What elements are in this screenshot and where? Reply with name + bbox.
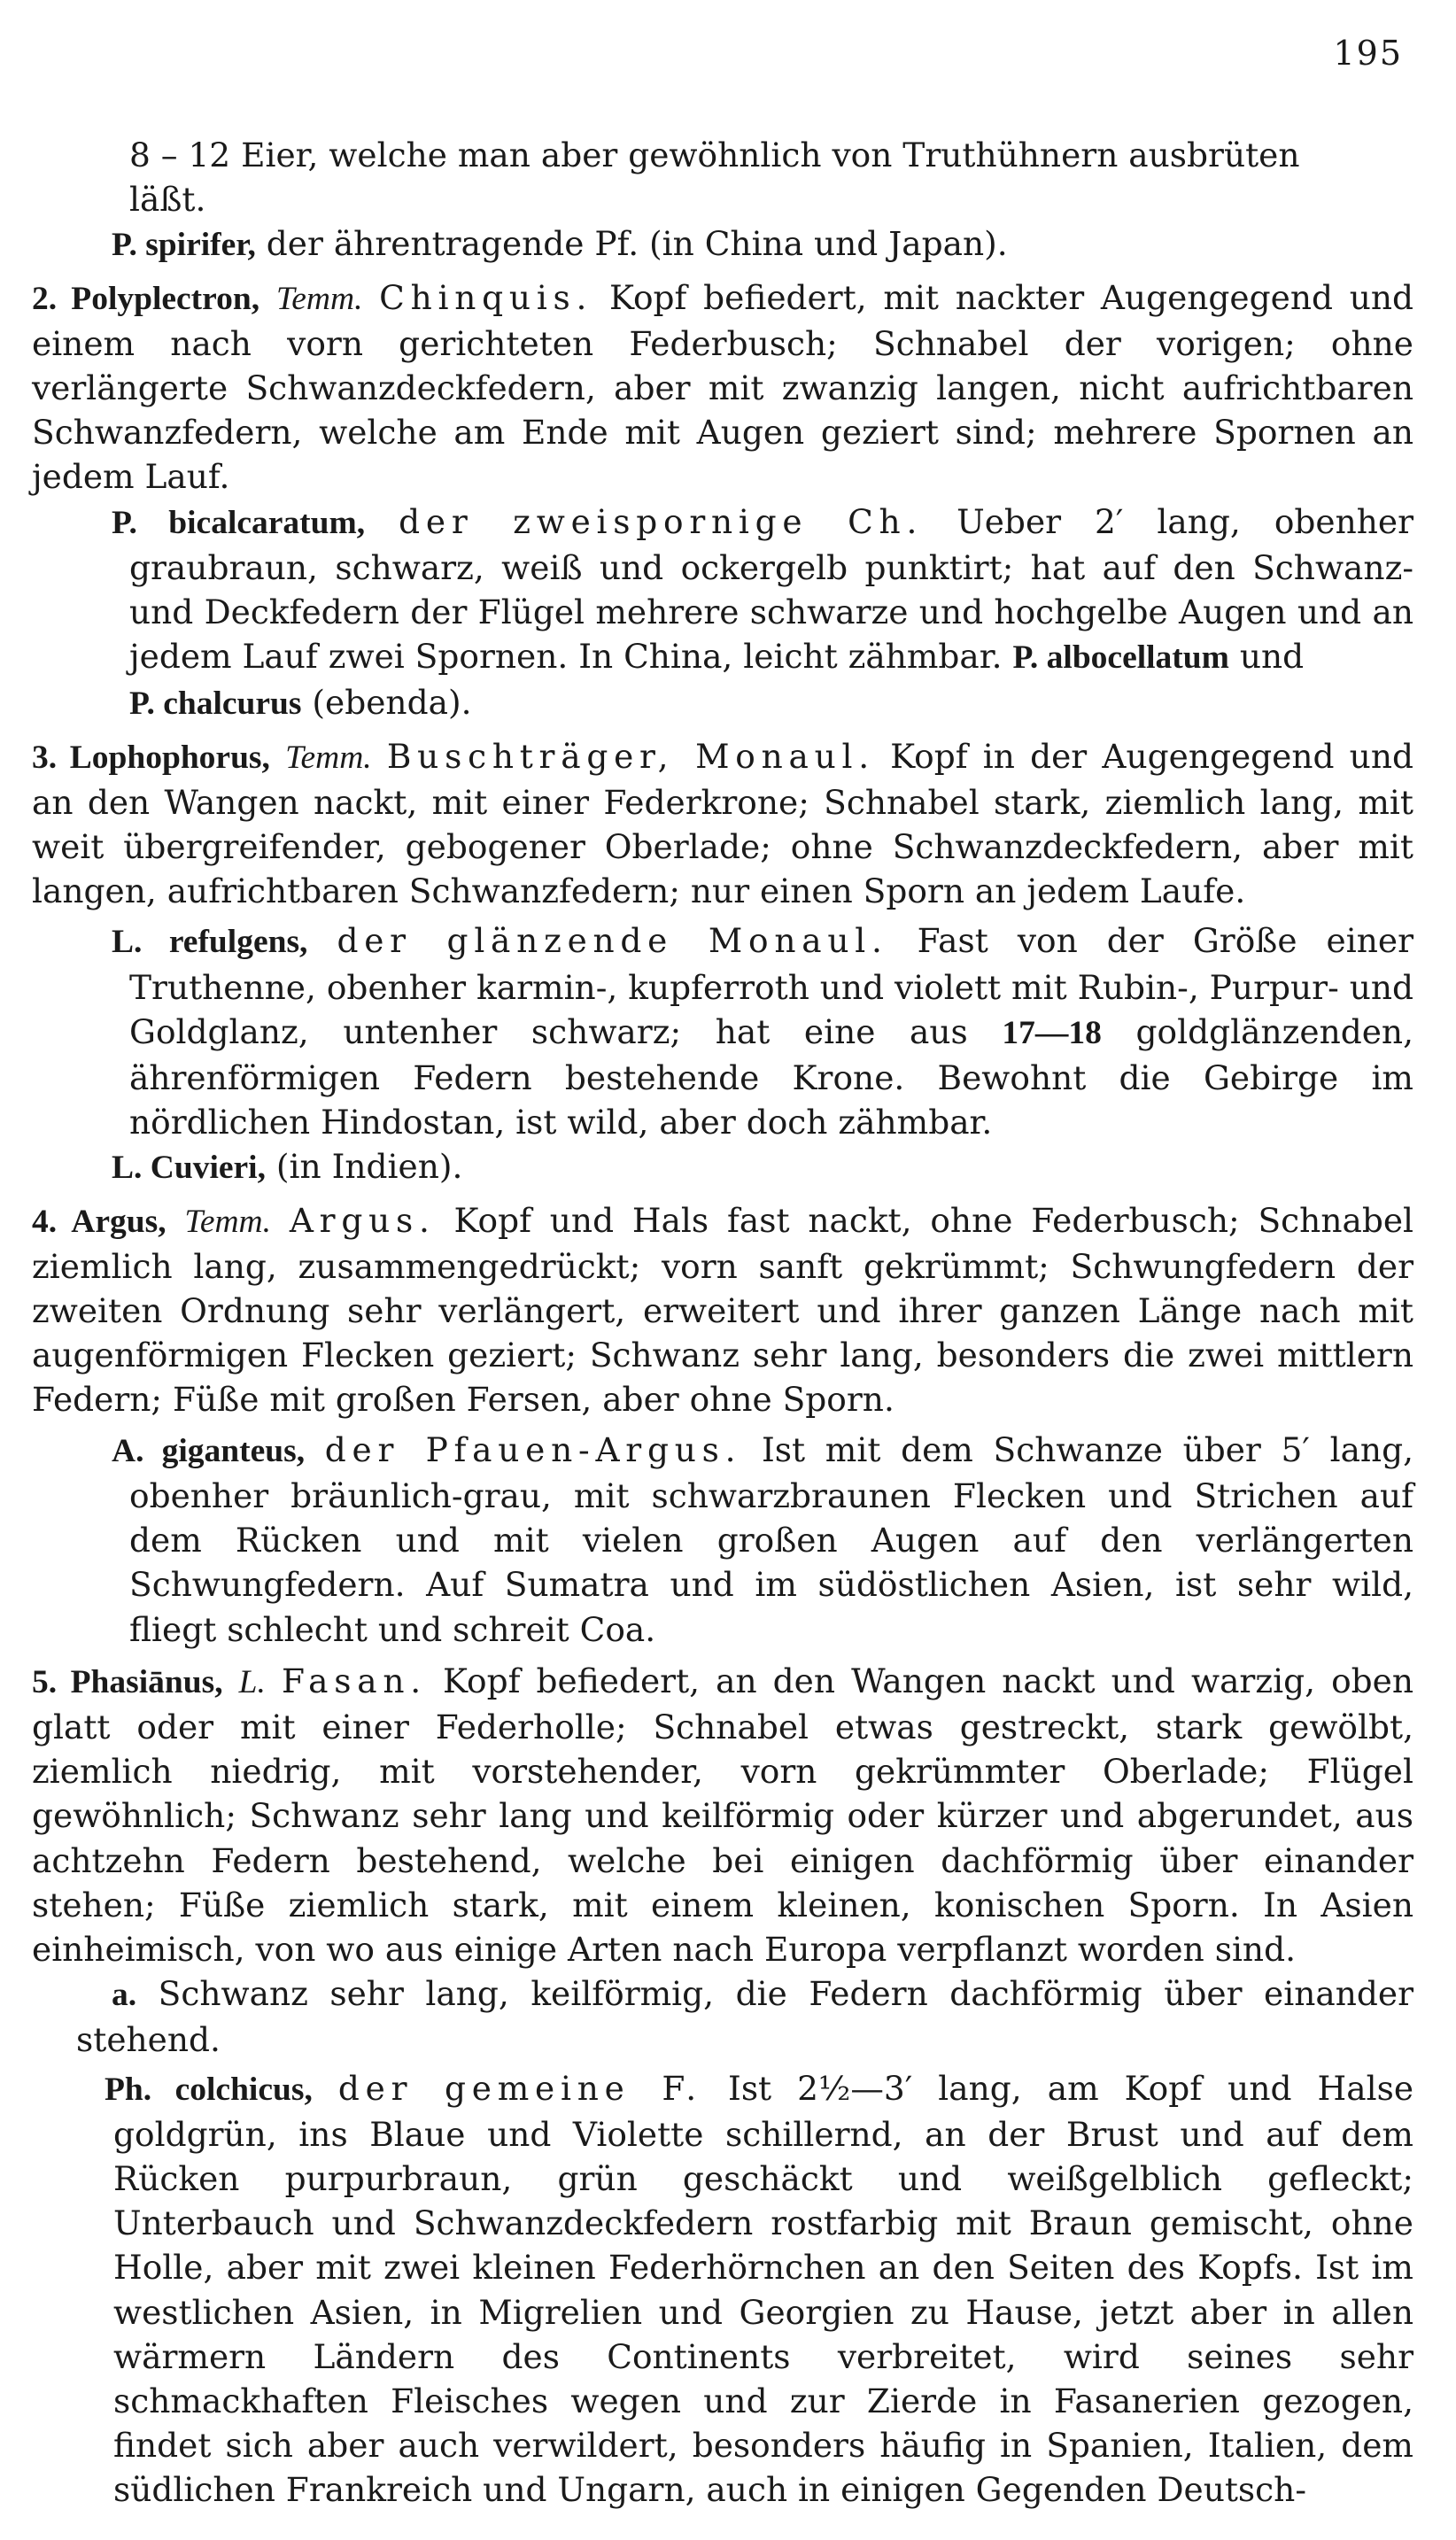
genus-common-name: Buschträger, Monaul. bbox=[386, 736, 875, 776]
species-name: A. giganteus, bbox=[112, 1432, 306, 1469]
conjunction: und bbox=[1239, 637, 1305, 677]
species-name: P. spirifer, bbox=[112, 227, 256, 264]
species-description: Fast von der Größe einer Truthenne, obenher karmin-, kupferroth und violett mit Rubin-, Purpur- und Goldglanz, untenher schwarz; hat eine aus bbox=[129, 921, 1413, 1051]
species-name: P. bicalcaratum, bbox=[112, 504, 366, 541]
genus-phasianus bbox=[32, 1659, 1413, 1971]
feather-count: 17—18 bbox=[1002, 1014, 1102, 1051]
species-colchicus bbox=[32, 2066, 1413, 2513]
species-name: L. refulgens, bbox=[112, 924, 308, 961]
page-body bbox=[32, 133, 1413, 2513]
species-refulgens bbox=[32, 918, 1413, 1144]
eggs-line-2: läßt. bbox=[129, 180, 206, 220]
genus-polyplectron bbox=[32, 275, 1413, 499]
genus-name: 5. Phasiānus, bbox=[32, 1663, 223, 1700]
species-common-name: der glänzende Monaul. bbox=[337, 921, 888, 961]
species-cuvieri bbox=[32, 1144, 1413, 1190]
genus-author: Temm. bbox=[285, 739, 372, 776]
species-description: Ist mit dem Schwanze über 5′ lang, obenher bräunlich-grau, mit schwarzbraunen Flecken und Strichen auf dem Rücken und mit vielen großen Augen auf den verlängerten Schwungfedern. Auf Sumatra und im südöstlichen Asien, ist sehr wild, fliegt schlecht und schreit Coa. bbox=[129, 1429, 1414, 1649]
subgroup-description: Schwanz sehr lang, keilförmig, die Federn dachförmig über einander stehend. bbox=[76, 1974, 1413, 2060]
genus-description: Kopf und Hals fast nackt, ohne Federbusch; Schnabel ziemlich lang, zusammengedrückt; vorn sanft gekrümmt; Schwungfedern der zweiten Ordnung sehr verlängert, erweitert und ihrer ganzen Länge nach mit augenförmigen Flecken geziert; Schwanz sehr lang, besonders die zwei mittlern Federn; Füße mit großen Fersen, aber ohne Sporn. bbox=[32, 1200, 1414, 1420]
page-number: 195 bbox=[1333, 34, 1403, 73]
genus-name: 2. Polyplectron, bbox=[32, 280, 260, 317]
genus-description: Kopf befiedert, an den Wangen nackt und warzig, oben glatt oder mit einer Federholle; Schnabel etwas gestreckt, stark gewölbt, ziemlich niedrig, mit vorstehender, vorn gekrümmter Oberlade; Flügel gewöhnlich; Schwanz sehr lang und keilförmig oder kürzer und abgerundet, aus achtzehn Federn bestehend, welche bei einigen dachförmig über einander stehen; Füße ziemlich stark, mit einem kleinen, konischen Sporn. In Asien einheimisch, von wo aus einige Arten nach Europa verpflanzt worden sind. bbox=[32, 1661, 1414, 1969]
species-description-2: goldglänzenden, ährenförmigen Federn bestehende Krone. Bewohnt die Gebirge im nördlichen Hindostan, ist wild, aber doch zähmbar. bbox=[129, 1011, 1414, 1142]
genus-description: Kopf befiedert, mit nackter Augengegend und einem nach vorn gerichteten Federbusch; Schnabel der vorigen; ohne verlängerte Schwanzdeckfedern, aber mit zwanzig langen, nicht aufrichtbaren Schwanzfedern, welche am Ende mit Augen geziert sind; mehrere Spornen an jedem Lauf. bbox=[32, 277, 1414, 497]
species-name-2: P. albocellatum bbox=[1012, 639, 1229, 677]
genus-author: Temm. bbox=[275, 280, 363, 317]
species-spirifer bbox=[32, 221, 1413, 267]
species-bicalcaratum bbox=[32, 499, 1413, 727]
paragraph-eggs bbox=[32, 133, 1413, 221]
species-name: Ph. colchicus, bbox=[105, 2071, 313, 2108]
genus-name: 4. Argus, bbox=[32, 1203, 167, 1240]
species-text: der ährentragende Pf. (in China und Japan). bbox=[255, 224, 1008, 264]
genus-name: 3. Lophophorus, bbox=[32, 739, 270, 776]
genus-description: Kopf in der Augengegend und an den Wangen nackt, mit einer Federkrone; Schnabel stark, ziemlich lang, mit weit übergreifender, gebogener Oberlade; ohne Schwanzdeckfedern, aber mit langen, aufrichtbaren Schwanzfedern; nur einen Sporn an jedem Laufe. bbox=[32, 736, 1413, 911]
genus-author: Temm. bbox=[184, 1203, 272, 1240]
species-description: Ist 2½—3′ lang, am Kopf und Halse goldgrün, ins Blaue und Violette schillernd, an der Brust und auf dem Rücken purpurbraun, grün geschäckt und weißgelblich gefleckt; Unterbauch und Schwanzdeckfedern rostfarbig mit Braun gemischt, ohne Holle, aber mit zwei kleinen Federhörnchen an den Seiten des Kopfs. Ist im westlichen Asien, in Migrelien und Georgien zu Hause, jetzt aber in allen wärmern Ländern des Continents verbreitet, wird seines sehr schmackhaften Fleisches wegen und zur Zierde in Fasanerien gezogen, findet sich aber auch verwildert, besonders häufig in Spanien, Italien, dem südlichen Frankreich und Ungarn, auch in einigen Gegenden Deutsch- bbox=[113, 2068, 1414, 2510]
genus-argus bbox=[32, 1198, 1413, 1422]
genus-common-name: Fasan. bbox=[281, 1661, 427, 1700]
genus-common-name: Chinquis. bbox=[379, 277, 593, 317]
eggs-line-1: 8 – 12 Eier, welche man aber gewöhnlich von Truthühnern ausbrüten bbox=[129, 136, 1300, 174]
species-location: (in Indien). bbox=[275, 1147, 463, 1187]
species-name: L. Cuvieri, bbox=[112, 1150, 266, 1187]
species-common-name: der zweispornige Ch. bbox=[399, 501, 924, 541]
genus-common-name: Argus. bbox=[289, 1200, 436, 1240]
species-description: Ueber 2′ lang, obenher graubraun, schwarz, weiß und ockergelb punktirt; hat auf den Schwanz- und Deckfedern der Flügel mehrere schwarze und hochgelbe Augen und an jedem Lauf zwei Spornen. In China, leicht zähmbar. bbox=[129, 501, 1414, 677]
subgroup-letter: a. bbox=[112, 1977, 137, 2014]
species-giganteus bbox=[32, 1428, 1413, 1652]
genus-lophophorus bbox=[32, 734, 1413, 914]
subgroup-a bbox=[32, 1971, 1413, 2062]
species-common-name: der gemeine F. bbox=[337, 2068, 702, 2108]
species-name-3: P. chalcurus bbox=[129, 685, 302, 723]
species-common-name: der Pfauen-Argus. bbox=[324, 1429, 742, 1469]
genus-author: L. bbox=[238, 1663, 266, 1700]
species-location: (ebenda). bbox=[312, 683, 472, 723]
